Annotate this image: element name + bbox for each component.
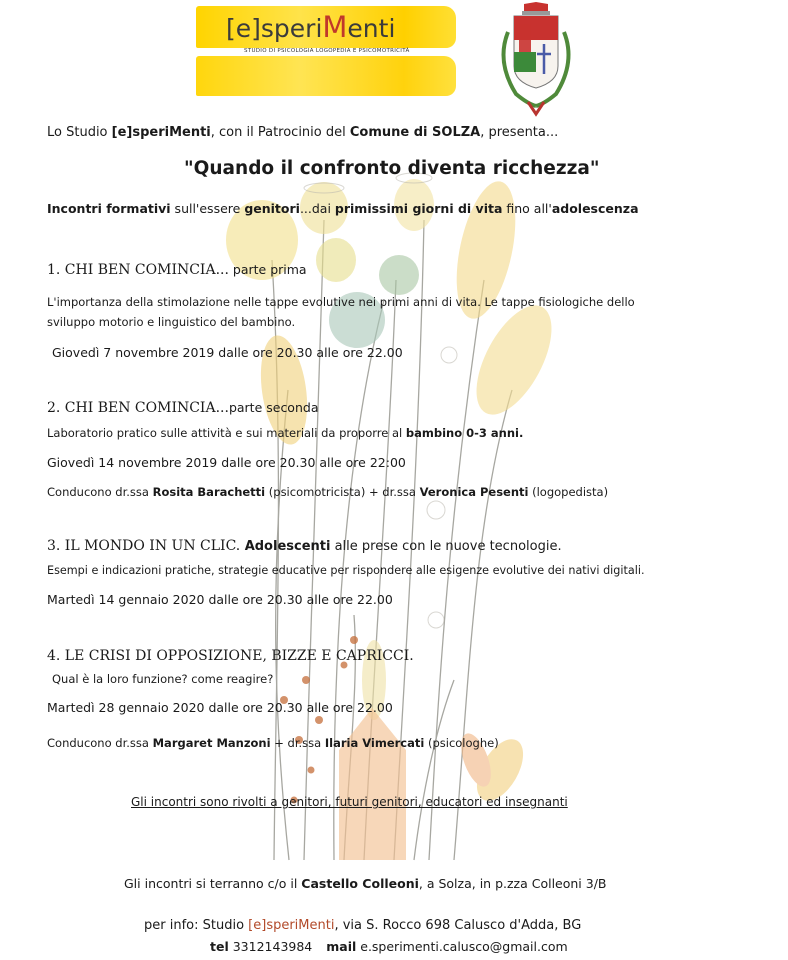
audience-note: Gli incontri sono rivolti a genitori, futuri genitori, educatori ed insegnanti [131,795,568,809]
intro-line [47,125,558,140]
section1-heading-part: parte prima [228,262,307,277]
subtitle-part-7: adolescenza [551,201,639,216]
section4-heading: 4. LE CRISI DI OPPOSIZIONE, BIZZE E CAPRICCI. [47,648,414,664]
section1-heading [47,262,307,278]
section2-desc [47,426,523,440]
section3-heading [47,538,562,554]
venue-text-1: Gli incontri si terranno c/o il [124,876,302,891]
phone-number[interactable]: 3312143984 [228,939,313,954]
section2-hosts [47,485,608,499]
section4-hosts-text-3: (psicologhe) [424,736,499,750]
section4-host-1: Margaret Manzoni [152,736,271,750]
event-title: "Quando il confronto diventa ricchezza" [184,158,600,179]
subtitle-part-2: sull'essere [170,201,245,216]
section1-date: Giovedì 7 novembre 2019 dalle ore 20.30 alle ore 22.00 [52,345,403,360]
esperimenti-logo [196,6,456,96]
section2-hosts-text-3: (logopedista) [528,485,609,499]
section2-date: Giovedì 14 novembre 2019 dalle ore 20.30 alle ore 22:00 [47,455,406,470]
section4-host-2: Ilaria Vimercati [324,736,425,750]
subtitle-part-1: Incontri formativi [47,201,171,216]
section4-hosts-text-2: + dr.ssa [270,736,325,750]
info-address: , via S. Rocco 698 Calusco d'Adda, BG [334,918,582,933]
phone-label: tel [210,939,229,954]
section2-heading [47,400,318,416]
section2-heading-part: parte seconda [228,400,319,415]
section3-heading-bold: Adolescenti [244,539,331,554]
intro-text-1: Lo Studio [47,125,112,140]
intro-text-2: , con il Patrocinio del [210,125,350,140]
venue-castle: Castello Colleoni [301,876,419,891]
section4-hosts-text-1: Conducono dr.ssa [47,736,153,750]
info-studio-name: [e]speriMenti [248,918,335,933]
section2-host-1: Rosita Barachetti [152,485,266,499]
event-subtitle [47,201,639,216]
section1-desc-line2: sviluppo motorio e linguistico del bambino. [47,315,296,329]
section2-hosts-text-1: Conducono dr.ssa [47,485,153,499]
email-label: mail [326,939,357,954]
comune-crest-icon [486,2,586,118]
section4-date: Martedì 28 gennaio 2020 dalle ore 20.30 alle ore 22.00 [47,700,393,715]
section2-desc-text: Laboratorio pratico sulle attività e sui materiali da proporre al [47,426,406,440]
intro-comune: Comune di SOLZA [349,125,481,140]
section1-heading-title: 1. CHI BEN COMINCIA... [47,262,229,278]
subtitle-part-5: primissimi giorni di vita [334,201,503,216]
section2-desc-age: bambino 0-3 anni. [405,426,524,440]
email-address[interactable]: e.sperimenti.calusco@gmail.com [356,939,568,954]
section2-heading-title: 2. CHI BEN COMINCIA... [47,400,229,416]
subtitle-part-3: genitori [244,201,300,216]
info-line [144,918,581,933]
section3-heading-rest: alle prese con le nuove tecnologie. [330,539,562,554]
contact-line [210,939,568,954]
section2-host-2: Veronica Pesenti [419,485,529,499]
section3-desc: Esempi e indicazioni pratiche, strategie educative per rispondere alle esigenze evolutive dei nativi digitali. [47,564,645,577]
section3-heading-title: 3. IL MONDO IN UN CLIC. [47,538,245,554]
subtitle-part-6: fino all' [502,201,552,216]
section4-question: Qual è la loro funzione? come reagire? [52,672,274,686]
logo-wordmark [226,10,395,44]
intro-studio-name: [e]speriMenti [111,125,211,140]
logo-brush-stroke-bottom [196,56,456,96]
logo-wordmark-m: M [322,10,348,44]
section1-desc-line1: L'importanza della stimolazione nelle tappe evolutive nei primi anni di vita. Le tappe fisiologiche dello [47,295,635,309]
section4-hosts [47,736,499,750]
venue-text-2: , a Solza, in p.zza Colleoni 3/B [418,876,607,891]
venue-line [124,876,607,891]
section2-hosts-text-2: (psicomotricista) + dr.ssa [265,485,420,499]
logo-wordmark-prefix: [e]speri [226,14,323,43]
info-text-1: per info: Studio [144,918,249,933]
section3-date: Martedì 14 gennaio 2020 dalle ore 20.30 alle ore 22.00 [47,592,393,607]
subtitle-part-4: ...dai [299,201,335,216]
intro-text-3: , presenta... [480,125,559,140]
logo-wordmark-suffix: enti [347,14,396,43]
logo-subtitle: STUDIO DI PSICOLOGIA LOGOPEDIA E PSICOMOTRICITÀ [244,48,410,54]
